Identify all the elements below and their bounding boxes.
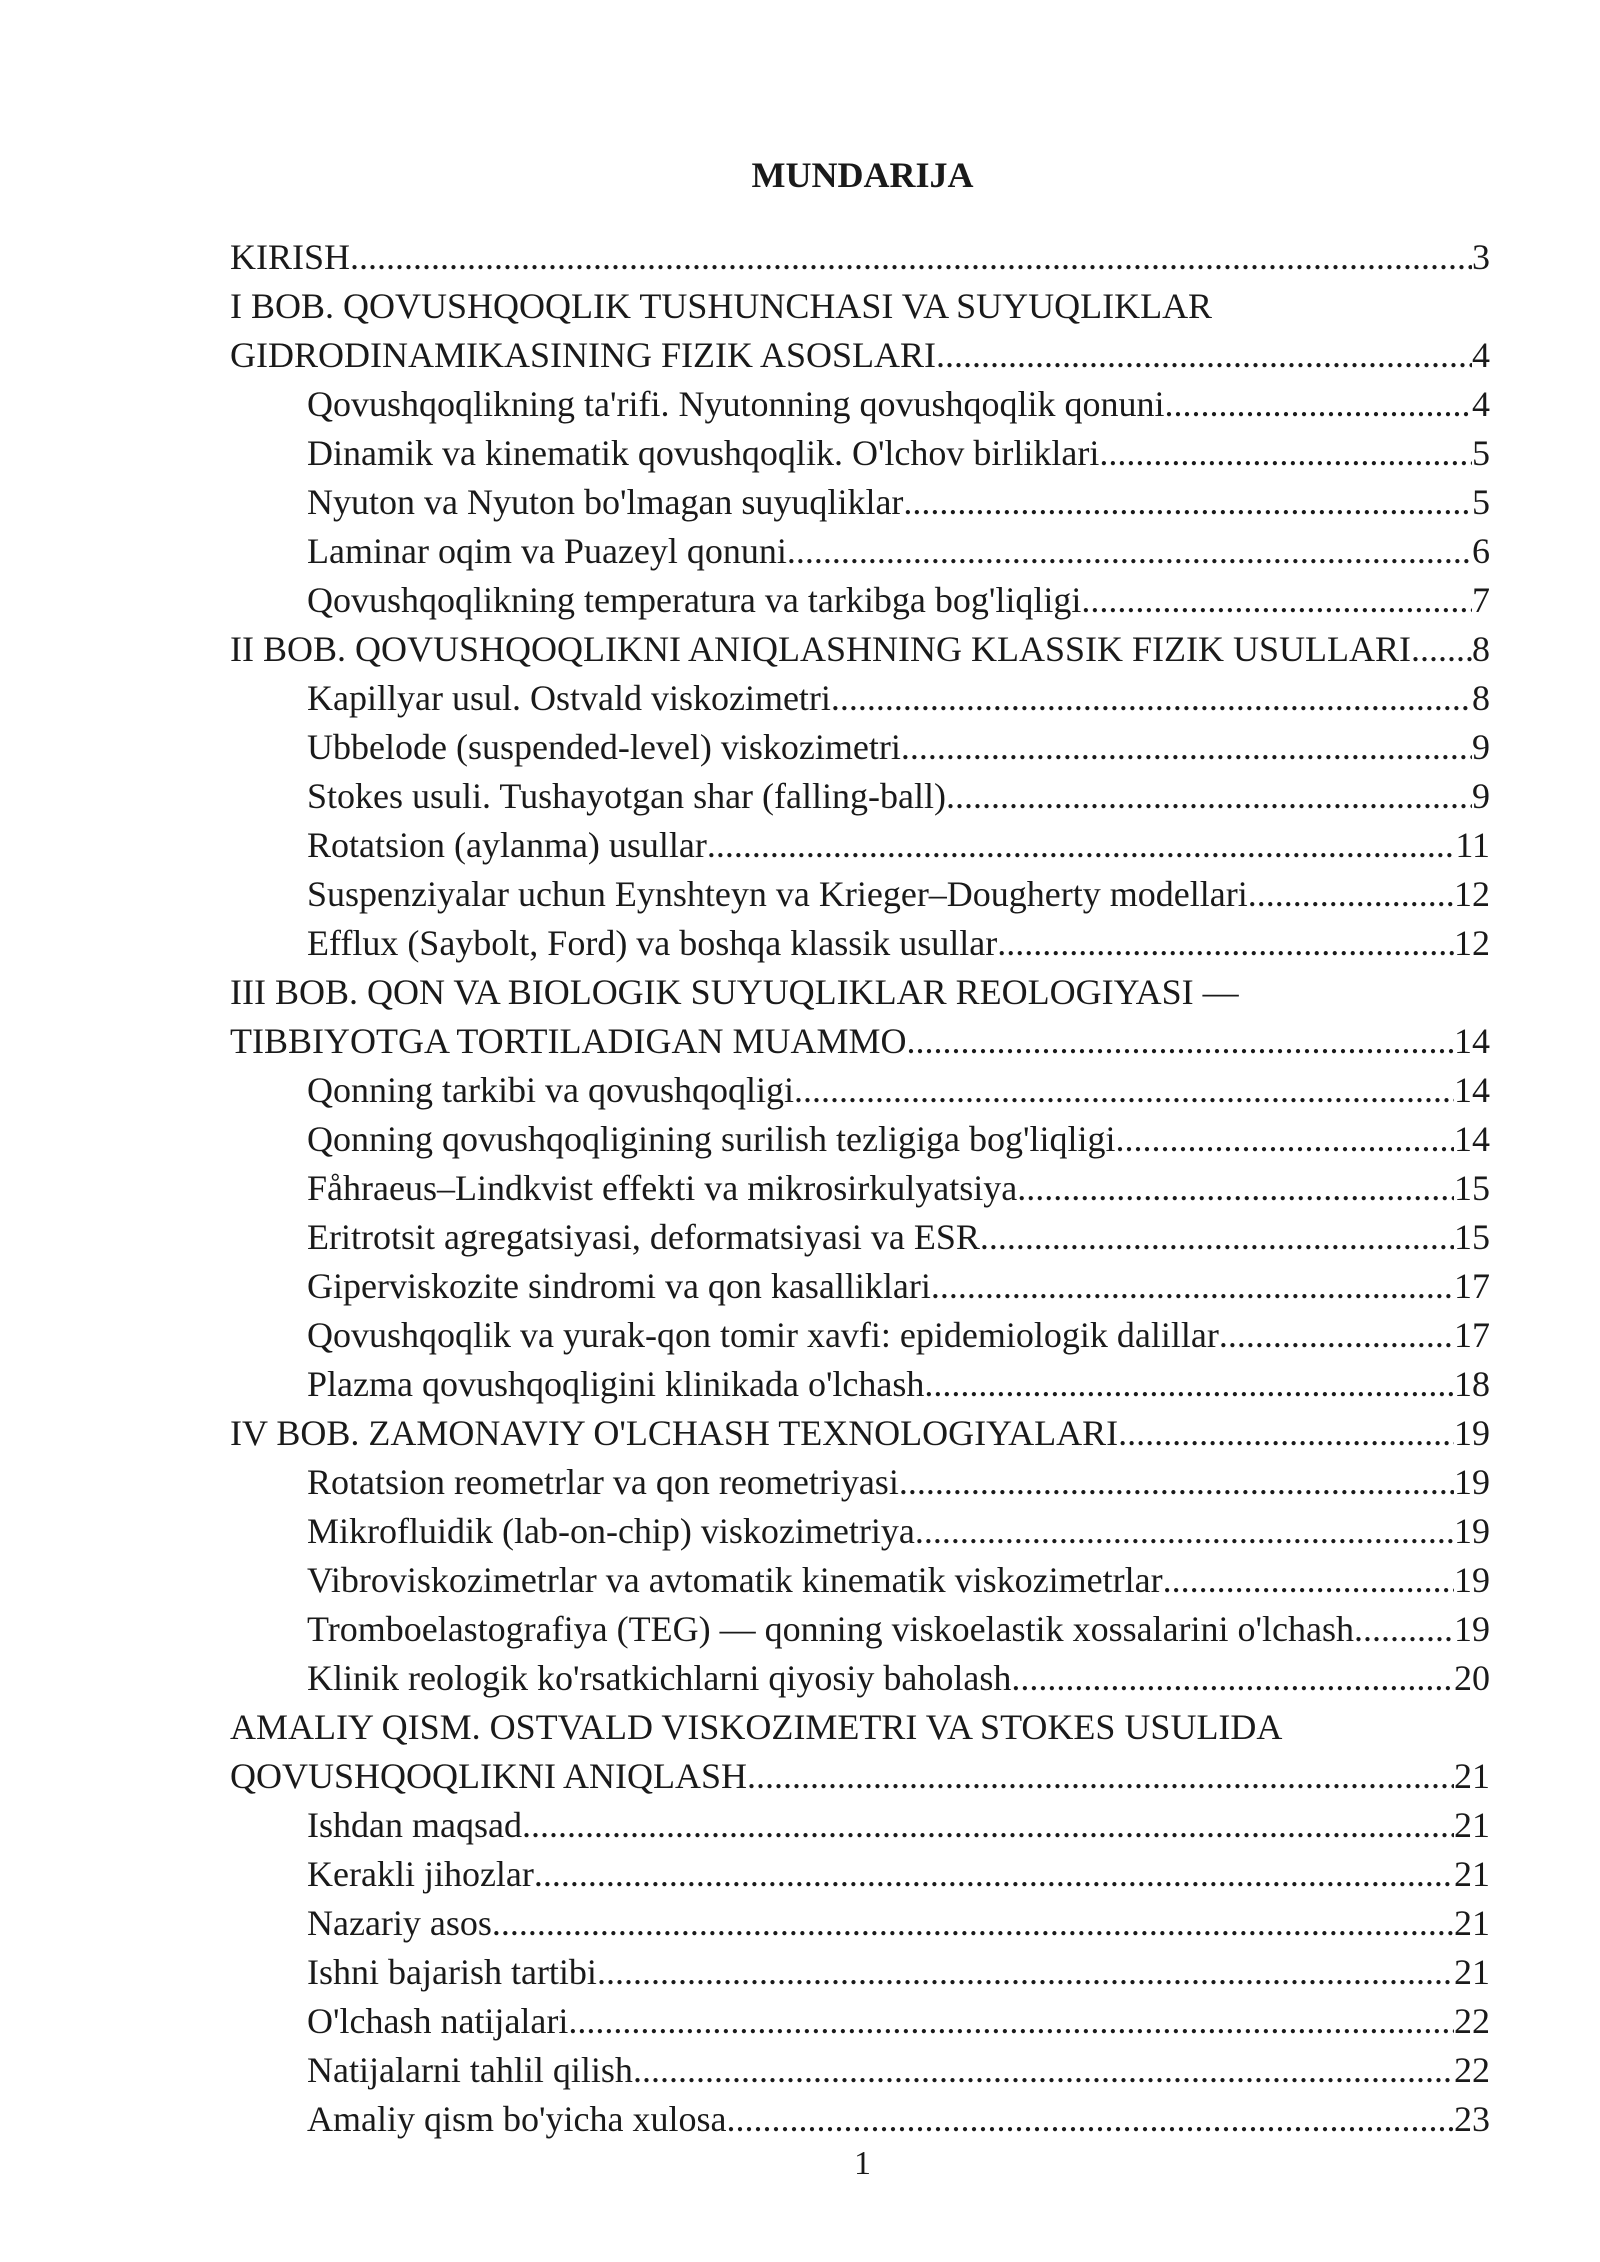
toc-dot-leader — [901, 723, 1472, 772]
page-title: MUNDARIJA — [751, 155, 974, 195]
toc-subentry — [230, 1556, 1490, 1605]
toc-dot-leader — [907, 1017, 1455, 1066]
toc-entry — [230, 968, 1490, 1017]
toc-entry-title: Vibroviskozimetrlar va avtomatik kinematik viskozimetrlar — [307, 1560, 1163, 1600]
toc-dot-leader — [492, 1899, 1454, 1948]
toc-entry-title: Fåhraeus–Lindkvist effekti va mikrosirkulyatsiya — [307, 1168, 1018, 1208]
toc-dot-leader — [597, 1948, 1454, 1997]
toc-page-number: 19 — [1454, 1609, 1490, 1649]
toc-page-number: 17 — [1454, 1266, 1490, 1306]
toc-subentry — [230, 527, 1490, 576]
toc-entry-title: IV BOB. ZAMONAVIY O'LCHASH TEXNOLOGIYALARI — [230, 1413, 1119, 1453]
toc-dot-leader — [936, 331, 1472, 380]
toc-page-number: 15 — [1454, 1168, 1490, 1208]
toc-dot-leader — [980, 1213, 1454, 1262]
toc-entry — [230, 1409, 1490, 1458]
toc-page-number: 19 — [1454, 1462, 1490, 1502]
toc-entry-title: KIRISH — [230, 237, 351, 277]
toc-dot-leader — [997, 919, 1454, 968]
toc-entry-title: AMALIY QISM. OSTVALD VISKOZIMETRI VA STOKES USULIDA — [230, 1707, 1283, 1747]
toc-entry-title: Rotatsion reometrlar va qon reometriyasi — [307, 1462, 899, 1502]
toc-page-number: 14 — [1454, 1021, 1490, 1061]
toc-entry-title: III BOB. QON VA BIOLOGIK SUYUQLIKLAR REOLOGIYASI — — [230, 972, 1239, 1012]
toc-page-number: 14 — [1454, 1070, 1490, 1110]
table-of-contents — [230, 233, 1490, 2144]
toc-dot-leader — [1017, 1164, 1454, 1213]
toc-page-number: 21 — [1454, 1952, 1490, 1992]
toc-page-number: 9 — [1472, 776, 1490, 816]
toc-subentry — [230, 2046, 1490, 2095]
toc-dot-leader — [633, 2046, 1454, 2095]
toc-dot-leader — [1219, 1311, 1454, 1360]
toc-entry-title: O'lchash natijalari — [307, 2001, 569, 2041]
toc-page-number: 8 — [1472, 629, 1490, 669]
toc-entry-title: TIBBIYOTGA TORTILADIGAN MUAMMO — [230, 1021, 907, 1061]
toc-subentry — [230, 723, 1490, 772]
toc-dot-leader — [915, 1507, 1454, 1556]
toc-subentry — [230, 1311, 1490, 1360]
toc-dot-leader — [707, 821, 1455, 870]
toc-entry-title: Rotatsion (aylanma) usullar — [307, 825, 707, 865]
toc-dot-leader — [899, 1458, 1454, 1507]
toc-dot-leader — [787, 527, 1472, 576]
toc-subentry — [230, 1360, 1490, 1409]
toc-entry-title: Mikrofluidik (lab-on-chip) viskozimetriya — [307, 1511, 915, 1551]
toc-dot-leader — [924, 1360, 1454, 1409]
toc-page-number: 3 — [1472, 237, 1490, 277]
toc-page-number: 20 — [1454, 1658, 1490, 1698]
toc-page-number: 15 — [1454, 1217, 1490, 1257]
toc-subentry — [230, 380, 1490, 429]
toc-entry-title: Natijalarni tahlil qilish — [307, 2050, 633, 2090]
toc-subentry — [230, 1997, 1490, 2046]
toc-dot-leader — [1081, 576, 1472, 625]
toc-entry-title: Kerakli jihozlar — [307, 1854, 534, 1894]
toc-entry-title: Plazma qovushqoqligini klinikada o'lchash — [307, 1364, 925, 1404]
toc-entry — [230, 282, 1490, 331]
toc-entry — [230, 1703, 1490, 1752]
toc-subentry — [230, 2095, 1490, 2144]
toc-entry-title: Nyuton va Nyuton bo'lmagan suyuqliklar — [307, 482, 904, 522]
toc-page-number: 14 — [1454, 1119, 1490, 1159]
toc-entry — [230, 1752, 1490, 1801]
toc-dot-leader — [1163, 1556, 1454, 1605]
toc-entry-title: Qovushqoqlikning ta'rifi. Nyutonning qovushqoqlik qonuni — [307, 384, 1165, 424]
toc-entry — [230, 625, 1490, 674]
toc-entry-title: Qovushqoqlikning temperatura va tarkibga bog'liqligi — [307, 580, 1082, 620]
page-number: 1 — [854, 2145, 871, 2182]
toc-dot-leader — [522, 1801, 1454, 1850]
toc-subentry — [230, 1262, 1490, 1311]
toc-subentry — [230, 1115, 1490, 1164]
toc-entry-title: Ishdan maqsad — [307, 1805, 522, 1845]
toc-dot-leader — [534, 1850, 1454, 1899]
toc-dot-leader — [568, 1997, 1454, 2046]
toc-subentry — [230, 919, 1490, 968]
toc-dot-leader — [1011, 1654, 1454, 1703]
toc-subentry — [230, 1899, 1490, 1948]
toc-entry-title: Qovushqoqlik va yurak-qon tomir xavfi: epidemiologik dalillar — [307, 1315, 1219, 1355]
toc-subentry — [230, 772, 1490, 821]
toc-subentry — [230, 1213, 1490, 1262]
toc-page-number: 12 — [1454, 923, 1490, 963]
toc-entry — [230, 331, 1490, 380]
toc-subentry — [230, 674, 1490, 723]
toc-subentry — [230, 1458, 1490, 1507]
toc-entry-title: Ishni bajarish tartibi — [307, 1952, 597, 1992]
toc-page-number: 21 — [1454, 1756, 1490, 1796]
toc-page-number: 22 — [1454, 2050, 1490, 2090]
toc-entry-title: Giperviskozite sindromi va qon kasalliklari — [307, 1266, 931, 1306]
toc-dot-leader — [831, 674, 1472, 723]
toc-entry — [230, 233, 1490, 282]
toc-entry-title: II BOB. QOVUSHQOQLIKNI ANIQLASHNING KLASSIK FIZIK USULLARI — [230, 629, 1411, 669]
toc-dot-leader — [1411, 625, 1472, 674]
toc-entry-title: Stokes usuli. Tushayotgan shar (falling-ball) — [307, 776, 946, 816]
toc-page-number: 4 — [1472, 384, 1490, 424]
toc-entry-title: Suspenziyalar uchun Eynshteyn va Krieger–Dougherty modellari — [307, 874, 1248, 914]
toc-subentry — [230, 478, 1490, 527]
toc-subentry — [230, 1605, 1490, 1654]
toc-entry-title: I BOB. QOVUSHQOQLIK TUSHUNCHASI VA SUYUQLIKLAR — [230, 286, 1213, 326]
toc-dot-leader — [1115, 1115, 1454, 1164]
toc-page-number: 6 — [1472, 531, 1490, 571]
toc-page-number: 18 — [1454, 1364, 1490, 1404]
toc-dot-leader — [726, 2095, 1454, 2144]
toc-page-number: 21 — [1454, 1854, 1490, 1894]
toc-entry-title: Laminar oqim va Puazeyl qonuni — [307, 531, 787, 571]
toc-entry-title: Qonning qovushqoqligining surilish tezligiga bog'liqligi — [307, 1119, 1116, 1159]
toc-page-number: 22 — [1454, 2001, 1490, 2041]
toc-page-number: 19 — [1454, 1511, 1490, 1551]
toc-entry-title: Ubbelode (suspended-level) viskozimetri — [307, 727, 901, 767]
toc-subentry — [230, 1507, 1490, 1556]
toc-dot-leader — [350, 233, 1472, 282]
toc-entry-title: QOVUSHQOQLIKNI ANIQLASH — [230, 1756, 747, 1796]
toc-entry-title: GIDRODINAMIKASINING FIZIK ASOSLARI — [230, 335, 936, 375]
toc-subentry — [230, 821, 1490, 870]
toc-dot-leader — [1248, 870, 1454, 919]
toc-page-number: 12 — [1454, 874, 1490, 914]
toc-entry-title: Efflux (Saybolt, Ford) va boshqa klassik usullar — [307, 923, 998, 963]
toc-dot-leader — [946, 772, 1472, 821]
toc-page-number: 8 — [1472, 678, 1490, 718]
toc-page-number: 23 — [1454, 2099, 1490, 2139]
toc-page-number: 19 — [1454, 1560, 1490, 1600]
toc-entry-title: Nazariy asos — [307, 1903, 492, 1943]
toc-dot-leader — [931, 1262, 1454, 1311]
toc-entry-title: Dinamik va kinematik qovushqoqlik. O'lchov birliklari — [307, 433, 1100, 473]
toc-entry-title: Amaliy qism bo'yicha xulosa — [307, 2099, 727, 2139]
toc-entry-title: Kapillyar usul. Ostvald viskozimetri — [307, 678, 831, 718]
toc-page-number: 17 — [1454, 1315, 1490, 1355]
toc-dot-leader — [903, 478, 1472, 527]
toc-page-number: 21 — [1454, 1805, 1490, 1845]
toc-page-number: 4 — [1472, 335, 1490, 375]
toc-entry-title: Qonning tarkibi va qovushqoqligi — [307, 1070, 794, 1110]
toc-entry-title: Eritrotsit agregatsiyasi, deformatsiyasi va ESR — [307, 1217, 980, 1257]
toc-dot-leader — [1099, 429, 1472, 478]
toc-dot-leader — [1118, 1409, 1454, 1458]
toc-entry-title: Klinik reologik ko'rsatkichlarni qiyosiy baholash — [307, 1658, 1012, 1698]
toc-page-number: 11 — [1455, 825, 1490, 865]
toc-dot-leader — [794, 1066, 1454, 1115]
toc-page-number: 5 — [1472, 482, 1490, 522]
toc-page-number: 7 — [1472, 580, 1490, 620]
toc-page-number: 19 — [1454, 1413, 1490, 1453]
toc-subentry — [230, 1801, 1490, 1850]
toc-page-number: 21 — [1454, 1903, 1490, 1943]
toc-subentry — [230, 1164, 1490, 1213]
toc-dot-leader — [1354, 1605, 1454, 1654]
toc-page-number: 9 — [1472, 727, 1490, 767]
toc-subentry — [230, 1654, 1490, 1703]
toc-page-number: 5 — [1472, 433, 1490, 473]
toc-subentry — [230, 1066, 1490, 1115]
toc-dot-leader — [747, 1752, 1454, 1801]
toc-entry — [230, 1017, 1490, 1066]
toc-dot-leader — [1164, 380, 1472, 429]
toc-subentry — [230, 870, 1490, 919]
toc-subentry — [230, 1948, 1490, 1997]
toc-subentry — [230, 576, 1490, 625]
toc-subentry — [230, 1850, 1490, 1899]
toc-entry-title: Tromboelastografiya (TEG) — qonning viskoelastik xossalarini o'lchash — [307, 1609, 1354, 1649]
toc-subentry — [230, 429, 1490, 478]
